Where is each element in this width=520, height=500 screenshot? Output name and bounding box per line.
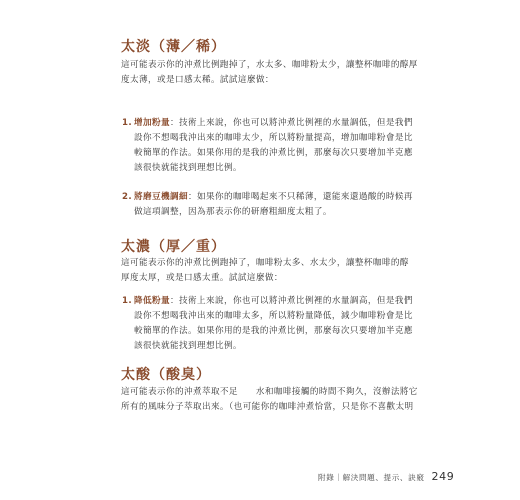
list-item xyxy=(122,116,413,176)
section-intro xyxy=(121,256,411,286)
list-number: 1. xyxy=(122,296,133,306)
list-line: 較簡單的作法。如果你用的是我的沖煮比例，那麼每次只要增加半克應 xyxy=(134,326,413,336)
intro-line: 度太薄，或是口感太稀。試試這麼做： xyxy=(121,75,274,85)
intro-line: 所有的風味分子萃取出來。（也可能你的咖啡沖煮恰當，只是你不喜歡太明 xyxy=(121,402,414,412)
page-number: 249 xyxy=(431,470,455,483)
page-footer xyxy=(318,470,454,483)
intro-line: 這可能表示你的沖煮比例跑掉了，咖啡粉太多、水太少，讓整杯咖啡的醇 xyxy=(121,258,409,268)
section-intro xyxy=(121,58,418,88)
list-number: 1. xyxy=(122,118,133,128)
list-item xyxy=(122,294,413,354)
list-line: ：技術上來說，你也可以將沖煮比例裡的水量調高，但是我們 xyxy=(169,296,413,306)
intro-line: 這可能表示你的沖煮比例跑掉了，水太多、咖啡粉太少，讓整杯咖啡的醇厚 xyxy=(121,60,418,70)
list-term: 增加粉量 xyxy=(134,118,170,128)
section-heading: 太酸（酸臭） xyxy=(121,367,211,383)
section-too-sour xyxy=(121,366,411,384)
list-line: 設你不想喝我沖出來的咖啡太少，所以將粉量提高，增加咖啡粉會是比 xyxy=(134,133,413,143)
list-line: 該很快就能找到理想比例。 xyxy=(134,163,242,173)
section-too-strong xyxy=(121,238,411,256)
list-line: 做這項調整，因為那表示你的研磨粗細度太粗了。 xyxy=(134,207,332,217)
list-line: 該很快就能找到理想比例。 xyxy=(134,341,242,351)
list-term: 降低粉量 xyxy=(134,296,170,306)
list-number: 2. xyxy=(122,192,133,202)
list-line: ：如果你的咖啡喝起來不只稀薄，還能來還過酸的時候再 xyxy=(187,192,413,202)
list-line: 較簡單的作法。如果你用的是我的沖煮比例，那麼每次只要增加半克應 xyxy=(134,148,413,158)
list-line: 設你不想喝我沖出來的咖啡太多，所以將粉量降低，減少咖啡粉會是比 xyxy=(134,311,413,321)
list-term: 將磨豆機調細 xyxy=(134,192,188,202)
section-too-weak xyxy=(121,38,411,56)
section-heading: 太濃（厚／重） xyxy=(121,239,226,255)
section-heading: 太淡（薄／稀） xyxy=(121,39,226,55)
intro-line: 厚度太厚，或是口感太重。試試這麼做： xyxy=(121,273,283,283)
intro-line: 這可能表示你的沖煮萃取不足 水和咖啡接觸的時間不夠久，沒辦法將它 xyxy=(121,387,418,397)
list-line: ：技術上來說，你也可以將沖煮比例裡的水量調低，但是我們 xyxy=(169,118,413,128)
footer-running-title: 附錄｜解決問題、提示、訣竅 xyxy=(318,473,425,482)
section-intro xyxy=(121,385,418,415)
list-item xyxy=(122,190,413,220)
